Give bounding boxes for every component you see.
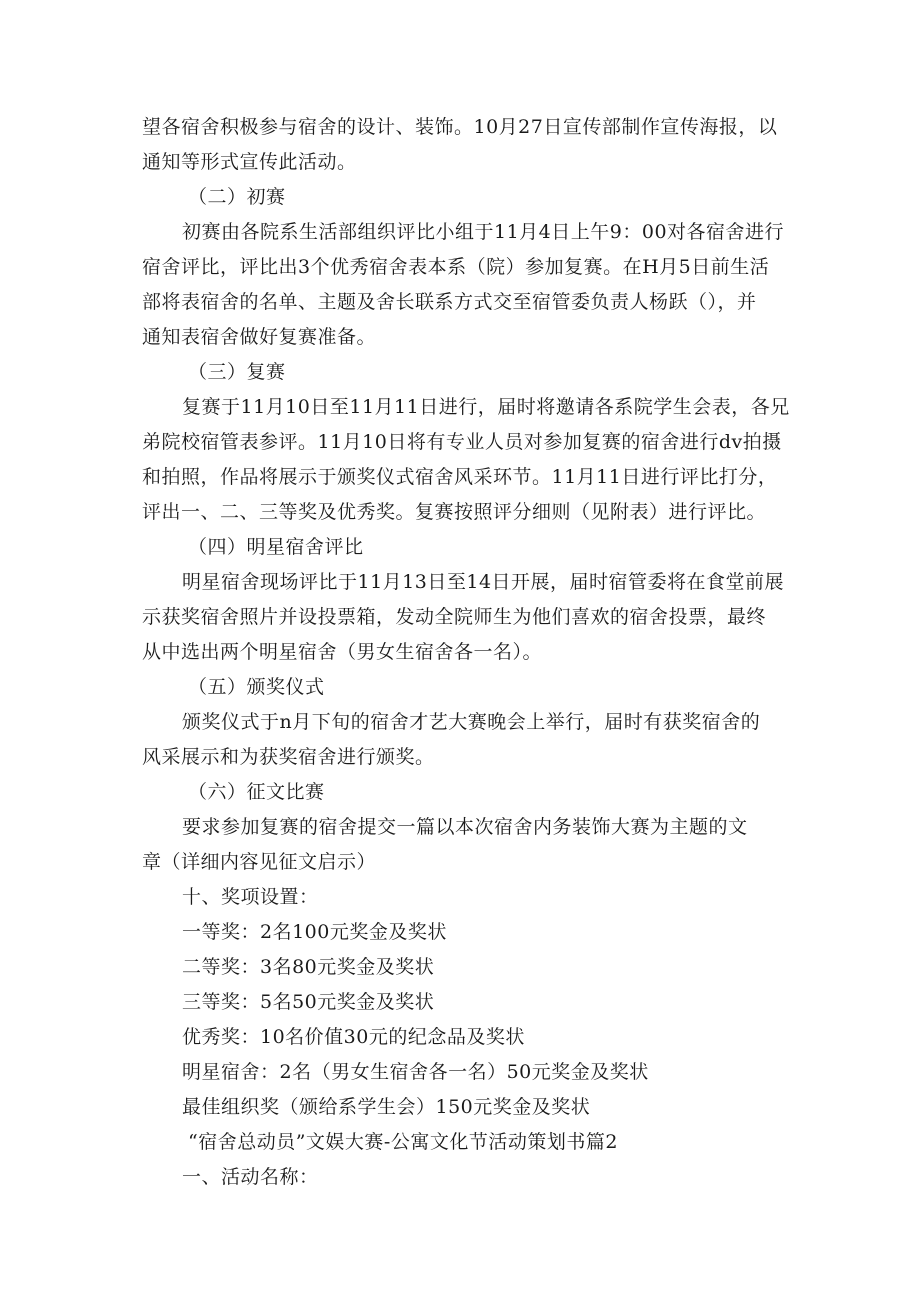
text-line: 部将表宿舍的名单、主题及舍长联系方式交至宿管委负责人杨跃（），并 bbox=[142, 291, 757, 313]
text-line: 通知等形式宣传此活动。 bbox=[142, 151, 357, 173]
text-line: 风采展示和为获奖宿舍进行颁奖。 bbox=[142, 746, 435, 768]
section-heading: （四）明星宿舍评比 bbox=[188, 536, 364, 558]
text-line: 最佳组织奖（颁给系学生会）150元奖金及奖状 bbox=[182, 1096, 591, 1118]
text-line: 颁奖仪式于n月下旬的宿舍才艺大赛晚会上举行，届时有获奖宿舍的 bbox=[182, 711, 761, 733]
text-line: 二等奖：3名80元奖金及奖状 bbox=[182, 956, 435, 978]
text-line: 初赛由各院系生活部组织评比小组于11月4日上午9：00对各宿舍进行 bbox=[182, 221, 785, 243]
text-line: 和拍照，作品将展示于颁奖仪式宿舍风采环节。11月11日进行评比打分， bbox=[142, 466, 778, 488]
text-line: 三等奖：5名50元奖金及奖状 bbox=[182, 991, 435, 1013]
document-body bbox=[142, 110, 790, 1195]
section-heading: （二）初赛 bbox=[188, 186, 286, 208]
section-heading: “宿舍总动员”文娱大赛-公寓文化节活动策划书篇2 bbox=[188, 1131, 618, 1153]
section-heading: （五）颁奖仪式 bbox=[188, 676, 325, 698]
text-line: 通知表宿舍做好复赛准备。 bbox=[142, 326, 377, 348]
text-line: 复赛于11月10日至11月11日进行，届时将邀请各系院学生会表，各兄 bbox=[182, 396, 790, 418]
text-line: 明星宿舍现场评比于11月13日至14日开展，届时宿管委将在食堂前展 bbox=[182, 571, 785, 593]
text-line: 十、奖项设置： bbox=[182, 886, 319, 908]
text-line: 要求参加复赛的宿舍提交一篇以本次宿舍内务装饰大赛为主题的文 bbox=[182, 816, 748, 838]
text-line: 望各宿舍积极参与宿舍的设计、装饰。10月27日宣传部制作宣传海报，以 bbox=[142, 116, 778, 138]
text-line: 弟院校宿管表参评。11月10日将有专业人员对参加复赛的宿舍进行dv拍摄 bbox=[142, 431, 782, 453]
text-line: 一等奖：2名100元奖金及奖状 bbox=[182, 921, 447, 943]
text-line: 一、活动名称： bbox=[182, 1166, 319, 1188]
text-line: 明星宿舍：2名（男女生宿舍各一名）50元奖金及奖状 bbox=[182, 1061, 649, 1083]
text-line: 优秀奖：10名价值30元的纪念品及奖状 bbox=[182, 1026, 525, 1048]
text-line: 从中选出两个明星宿舍（男女生宿舍各一名）。 bbox=[142, 641, 543, 663]
text-line: 宿舍评比，评比出3个优秀宿舍表本系（院）参加复赛。在H月5日前生活 bbox=[142, 256, 770, 278]
text-line: 评出一、二、三等奖及优秀奖。复赛按照评分细则（见附表）进行评比。 bbox=[142, 501, 767, 523]
section-heading: （六）征文比赛 bbox=[188, 781, 325, 803]
text-line: 章（详细内容见征文启示） bbox=[142, 851, 377, 873]
text-line: 示获奖宿舍照片并设投票箱，发动全院师生为他们喜欢的宿舍投票，最终 bbox=[142, 606, 767, 628]
section-heading: （三）复赛 bbox=[188, 361, 286, 383]
